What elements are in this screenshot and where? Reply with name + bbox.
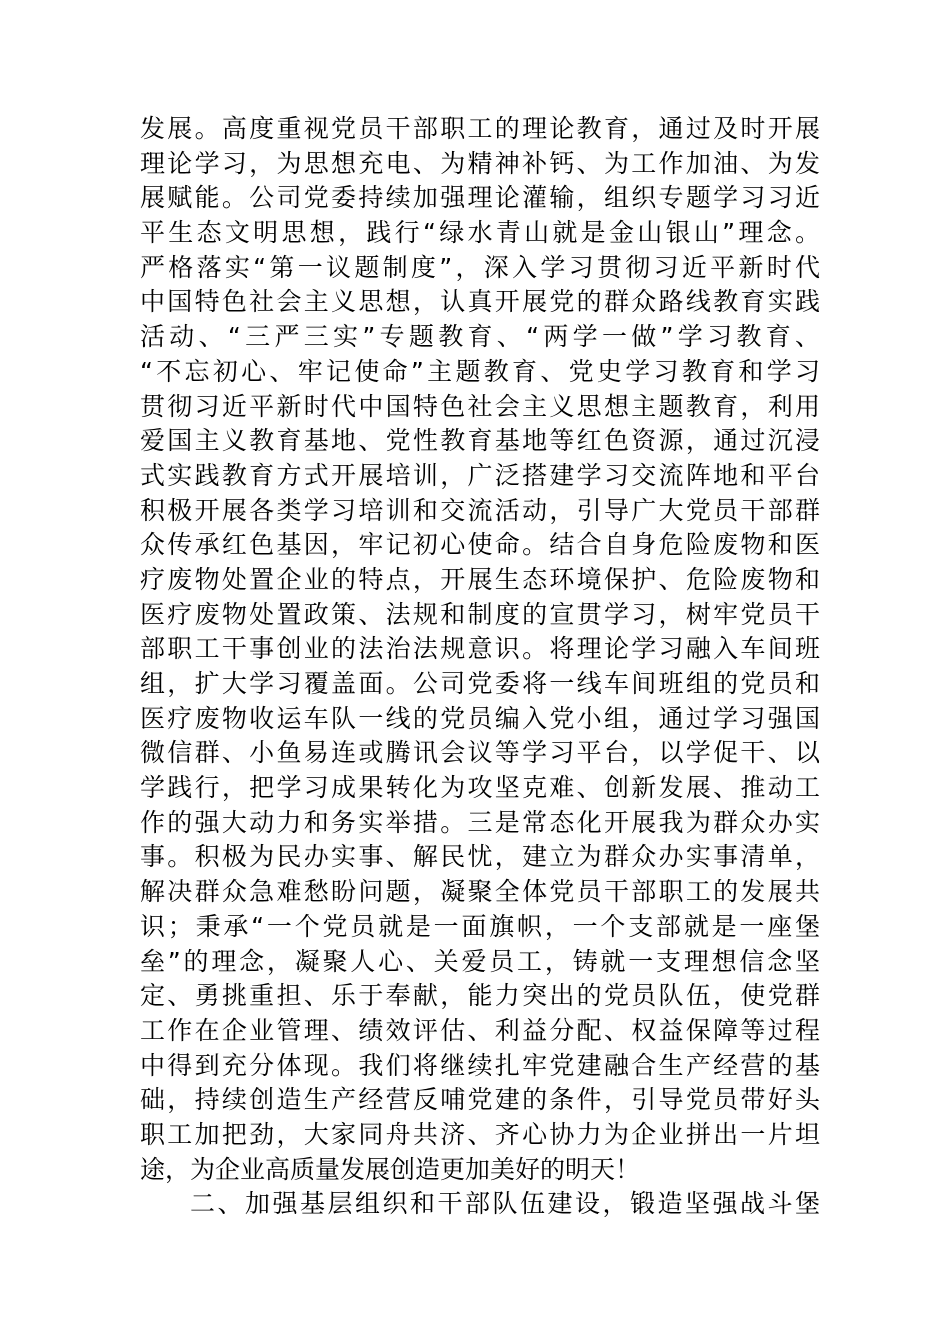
text-line: 展赋能。公司党委持续加强理论灌输，组织专题学习习近 <box>140 183 820 213</box>
text-line: 平生态文明思想，践行“绿水青山就是金山银山”理念。 <box>140 218 820 248</box>
text-line: 础，持续创造生产经营反哺党建的条件，引导党员带好头 <box>140 1085 820 1115</box>
text-line: 严格落实“第一议题制度”，深入学习贯彻习近平新时代 <box>140 252 820 282</box>
text-line: 疗废物处置企业的特点，开展生态环境保护、危险废物和 <box>140 564 820 594</box>
text-line: 积极开展各类学习培训和交流活动，引导广大党员干部群 <box>140 495 820 525</box>
text-line: 微信群、小鱼易连或腾讯会议等学习平台，以学促干、以 <box>140 738 820 768</box>
text-line: 爱国主义教育基地、党性教育基地等红色资源，通过沉浸 <box>140 426 820 456</box>
text-line: 学践行，把学习成果转化为攻坚克难、创新发展、推动工 <box>140 773 820 803</box>
text-line: 途，为企业高质量发展创造更加美好的明天！ <box>140 1154 641 1184</box>
text-line: “不忘初心、牢记使命”主题教育、党史学习教育和学习 <box>140 356 820 386</box>
text-line: 职工加把劲，大家同舟共济、齐心协力为企业拼出一片坦 <box>140 1119 820 1149</box>
text-line: 定、勇挑重担、乐于奉献，能力突出的党员队伍，使党群 <box>140 981 820 1011</box>
section-heading: 二、加强基层组织和干部队伍建设，锻造坚强战斗堡 <box>190 1189 820 1219</box>
body-text <box>140 112 820 1222</box>
text-line: 医疗废物收运车队一线的党员编入党小组，通过学习强国 <box>140 703 820 733</box>
text-line: 部职工干事创业的法治法规意识。将理论学习融入车间班 <box>140 634 820 664</box>
text-line: 中得到充分体现。我们将继续扎牢党建融合生产经营的基 <box>140 1050 820 1080</box>
text-line: 众传承红色基因，牢记初心使命。结合自身危险废物和医 <box>140 530 820 560</box>
text-line: 作的强大动力和务实举措。三是常态化开展我为群众办实 <box>140 807 820 837</box>
text-line: 中国特色社会主义思想，认真开展党的群众路线教育实践 <box>140 287 820 317</box>
text-line: 解决群众急难愁盼问题，凝聚全体党员干部职工的发展共 <box>140 877 820 907</box>
text-line: 贯彻习近平新时代中国特色社会主义思想主题教育，利用 <box>140 391 820 421</box>
text-line: 组，扩大学习覆盖面。公司党委将一线车间班组的党员和 <box>140 669 820 698</box>
text-line: 活动、“三严三实”专题教育、“两学一做”学习教育、 <box>140 322 820 352</box>
text-line: 式实践教育方式开展培训，广泛搭建学习交流阵地和平台 <box>140 460 820 490</box>
text-line: 发展。高度重视党员干部职工的理论教育，通过及时开展 <box>140 114 820 143</box>
text-line: 医疗废物处置政策、法规和制度的宣贯学习，树牢党员干 <box>140 599 820 629</box>
text-line: 识；秉承“一个党员就是一面旗帜，一个支部就是一座堡 <box>140 911 820 941</box>
text-line: 事。积极为民办实事、解民忧，建立为群众办实事清单， <box>140 842 820 872</box>
text-line: 工作在企业管理、绩效评估、利益分配、权益保障等过程 <box>140 1015 820 1045</box>
text-line: 理论学习，为思想充电、为精神补钙、为工作加油、为发 <box>140 148 820 178</box>
text-line: 垒”的理念，凝聚人心、关爱员工，铸就一支理想信念坚 <box>140 946 820 976</box>
